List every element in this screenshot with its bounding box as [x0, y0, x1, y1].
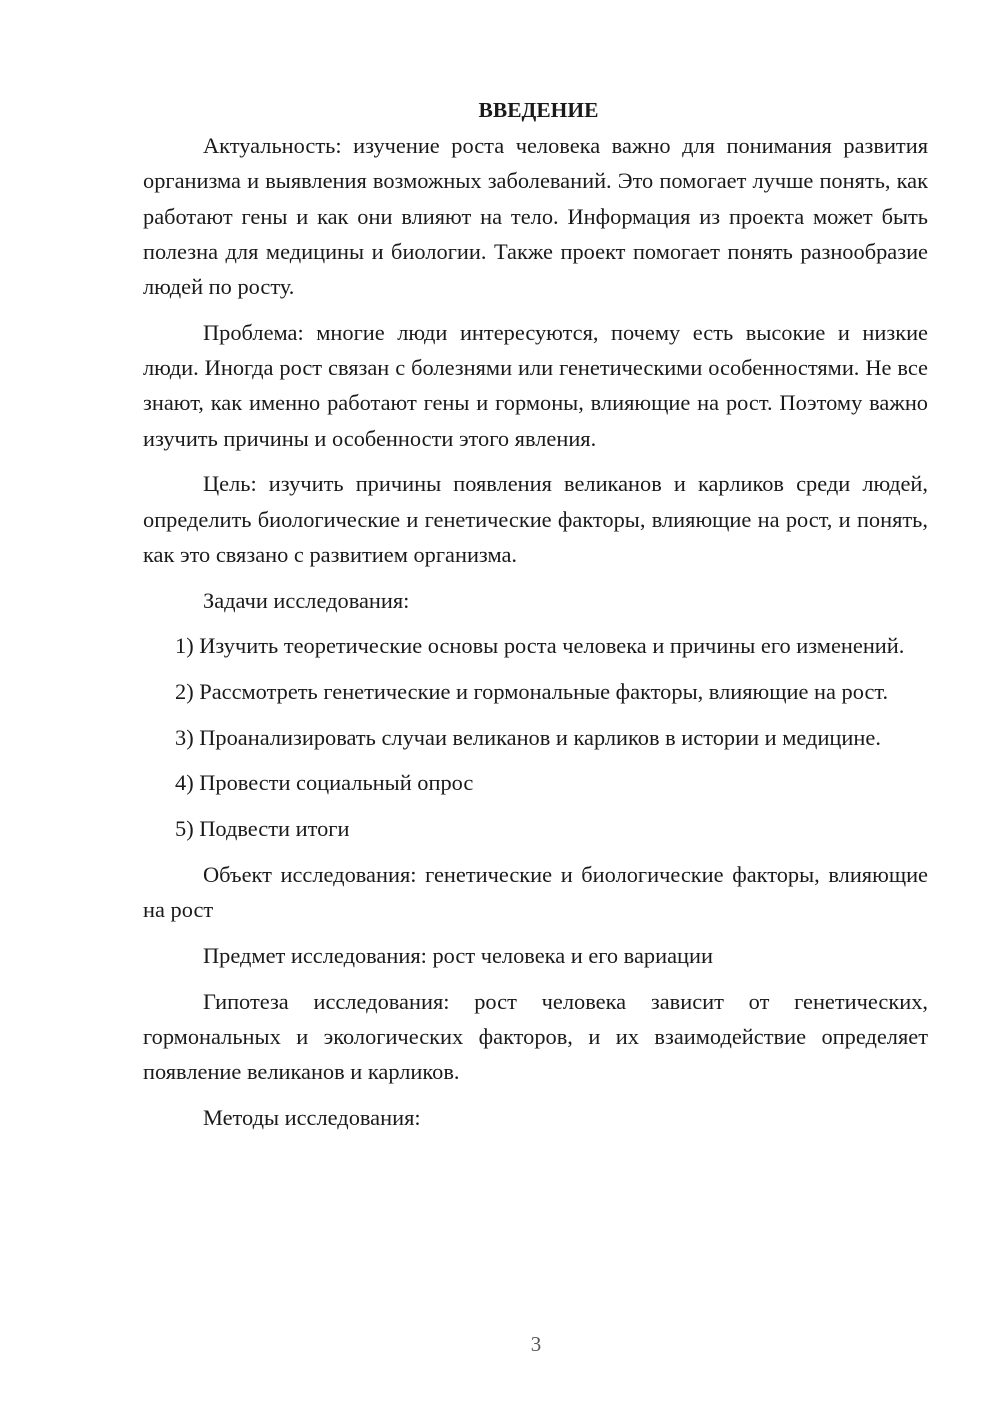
research-subject-paragraph: Предмет исследования: рост человека и его вариации	[203, 942, 713, 968]
section-title: ВВЕДЕНИЕ	[478, 98, 599, 122]
document-page	[143, 93, 928, 1135]
task-item-3: 3) Проанализировать случаи великанов и карликов в истории и медицине.	[175, 724, 881, 750]
goal-paragraph: Цель: изучить причины появления великанов и карликов среди людей, определить биологические и генетические факторы, влияющие на рост, и понять, как это связано с развитием организма.	[143, 471, 928, 568]
task-item-1: 1) Изучить теоретические основы роста человека и причины его изменений.	[175, 633, 905, 659]
research-object-paragraph: Объект исследования: генетические и биологические факторы, влияющие на рост	[143, 861, 928, 923]
problem-paragraph: Проблема: многие люди интересуются, почему есть высокие и низкие люди. Иногда рост связан с болезнями или генетическими особенностями. Не все знают, как именно работают гены и гормоны, влияющие на рост. Поэтому важно изучить причины и особенности этого явления.	[143, 319, 928, 451]
hypothesis-paragraph: Гипотеза исследования: рост человека зависит от генетических, гормональных и экологических факторов, и их взаимодействие определяет появление великанов и карликов.	[143, 988, 928, 1085]
task-item-4: 4) Провести социальный опрос	[175, 770, 474, 796]
task-item-5: 5) Подвести итоги	[175, 816, 350, 842]
task-item-2: 2) Рассмотреть генетические и гормональные факторы, влияющие на рост.	[175, 679, 889, 705]
tasks-heading: Задачи исследования:	[203, 587, 410, 613]
relevance-paragraph: Актуальность: изучение роста человека важно для понимания развития организма и выявления возможных заболеваний. Это помогает лучше понять, как работают гены и как они влияют на тело. Информация из проекта может быть полезна для медицины и биологии. Также проект помогает понять разнообразие людей по росту.	[143, 133, 928, 300]
page-number: 3	[530, 1332, 542, 1356]
methods-heading: Методы исследования:	[203, 1104, 421, 1130]
